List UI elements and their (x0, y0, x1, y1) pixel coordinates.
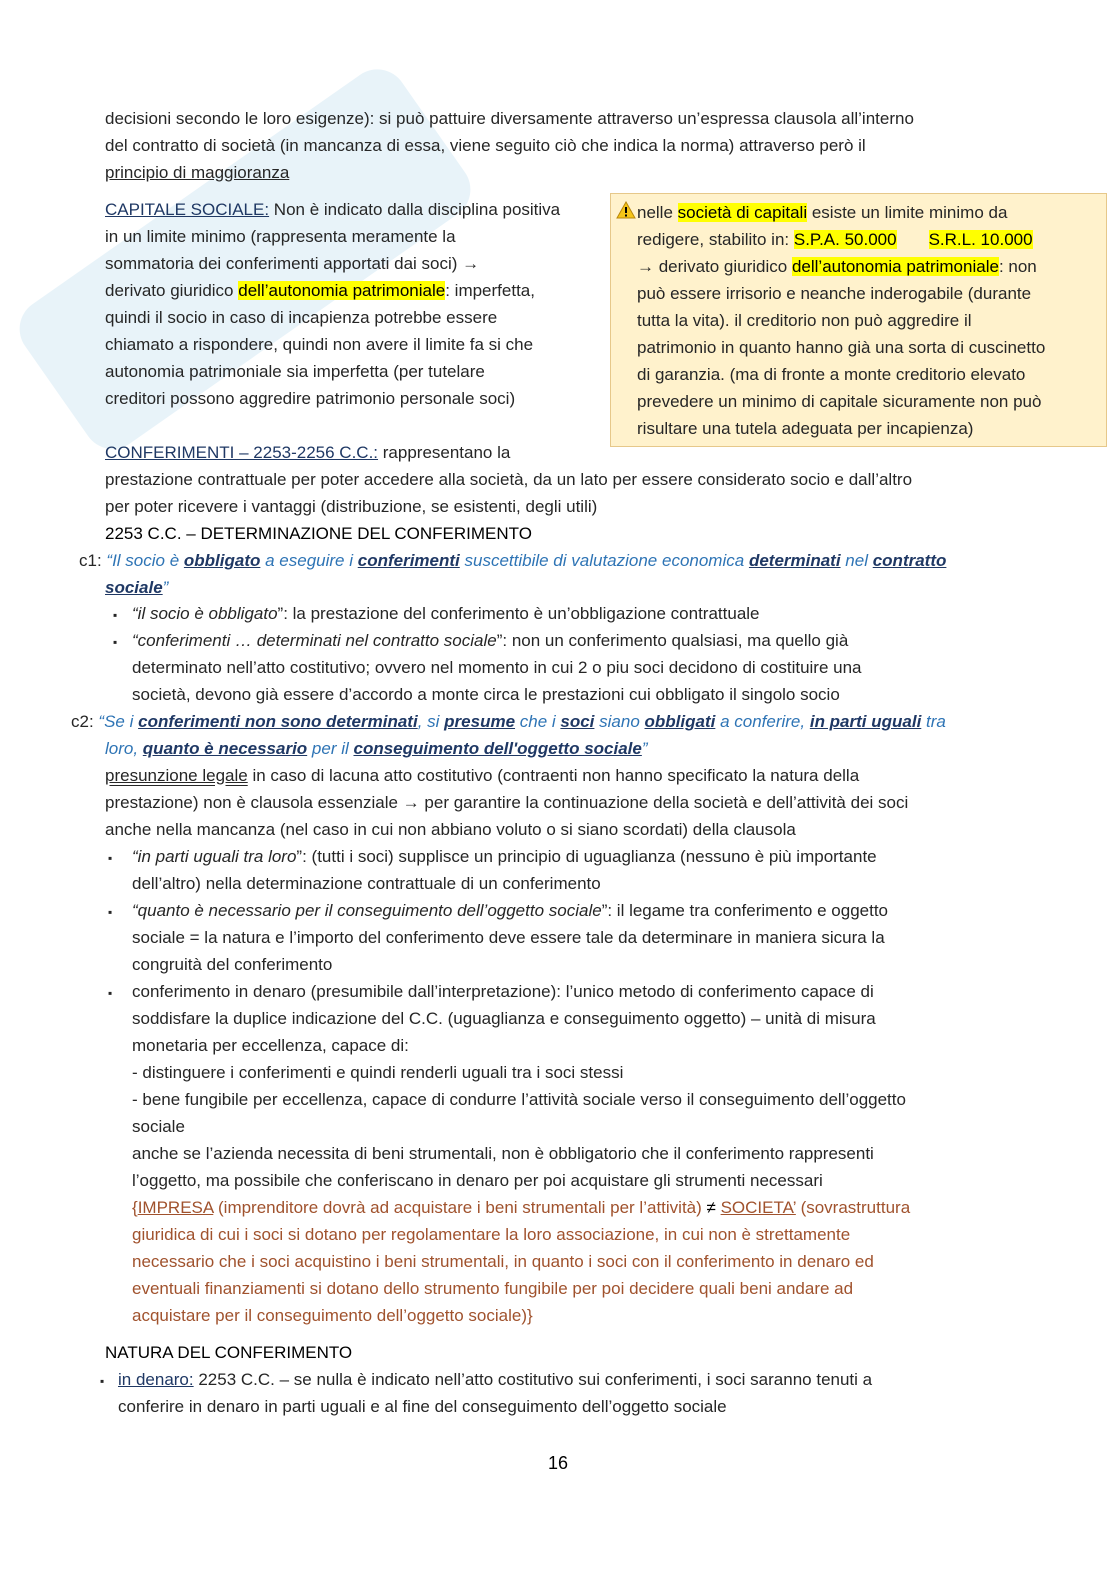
remark-line: acquistare per il conseguimento dell’oggetto sociale)} (132, 1306, 533, 1325)
c1-quote: sociale” (105, 578, 169, 597)
c1-quote: c1: “Il socio è obbligato a eseguire i conferimenti suscettibile di valutazione economica determinati nel contratto (79, 551, 947, 570)
c2-quote: c2: “Se i conferimenti non sono determinati, si presume che i soci siano obbligati a conferire, in parti uguali tra (71, 712, 946, 731)
note-line: → derivato giuridico dell’autonomia patrimoniale: non (637, 257, 1037, 276)
bullet-line: società, devono già essere d’accordo a monte circa le prestazioni cui obbligato il singolo socio (132, 685, 840, 704)
bullet-line: - bene fungibile per eccellenza, capace di condurre l’attività sociale verso il conseguimento dell’oggetto (132, 1090, 906, 1109)
bullet-icon: ▪ (113, 635, 118, 649)
bullet-icon: ▪ (108, 986, 113, 1000)
c2-paragraph: presunzione legale in caso di lacuna atto costitutivo (contraenti non hanno specificato la natura della (105, 766, 860, 785)
conferimenti-title: CONFERIMENTI – 2253-2256 C.C.: (105, 443, 379, 462)
note-line: risultare una tutela adeguata per incapienza) (637, 419, 974, 438)
remark-line: giuridica di cui i soci si dotano per regolamentare la loro associazione, in cui non è strettamente (132, 1225, 851, 1244)
intro-line: principio di maggioranza (105, 163, 290, 182)
bullet-line: “conferimenti … determinati nel contratto sociale”: non un conferimento qualsiasi, ma quello già (132, 631, 849, 650)
conferimenti-line: prestazione contrattuale per poter accedere alla società, da un lato per essere considerato socio e dall’altro (105, 470, 913, 489)
bullet-icon: ▪ (100, 1374, 105, 1388)
capitale-line: chiamato a rispondere, quindi non avere il limite fa si che (105, 335, 534, 354)
capitale-line: autonomia patrimoniale sia imperfetta (per tutelare (105, 362, 485, 381)
bullet-icon: ▪ (108, 851, 113, 865)
section-heading: 2253 C.C. – DETERMINAZIONE DEL CONFERIMENTO (105, 524, 532, 543)
bullet-line: - distinguere i conferimenti e quindi renderli uguali tra i soci stessi (132, 1063, 624, 1082)
note-line: prevedere un minimo di capitale sicuramente non può (637, 392, 1042, 411)
bullet-line: “in parti uguali tra loro”: (tutti i soci) supplisce un principio di uguaglianza (nessuno è più importante (132, 847, 877, 866)
remark-line: eventuali finanziamenti si dotano dello strumento fungibile per poi decidere quali beni andare ad (132, 1279, 854, 1298)
c2-paragraph: prestazione) non è clausola essenziale → per garantire la continuazione della società e dell’attività dei soci (105, 793, 909, 812)
bullet-icon: ▪ (108, 905, 113, 919)
bullet-line: l’oggetto, ma possibile che conferiscano in denaro per poi acquistare gli strumenti necessari (132, 1171, 823, 1190)
section-heading: NATURA DEL CONFERIMENTO (105, 1343, 353, 1362)
conferimenti-line: per poter ricevere i vantaggi (distribuzione, se esistenti, degli utili) (105, 497, 598, 516)
capitale-line: creditori possono aggredire patrimonio personale soci) (105, 389, 516, 408)
capitale-line: sommatoria dei conferimenti apportati dai soci) → (105, 254, 480, 273)
bullet-line: sociale (132, 1117, 185, 1136)
c2-quote: loro, quanto è necessario per il conseguimento dell'oggetto sociale” (105, 739, 648, 758)
bullet-line: “quanto è necessario per il conseguimento dell’oggetto sociale”: il legame tra conferimento e oggetto (132, 901, 889, 920)
note-line: nelle società di capitali esiste un limite minimo da (637, 203, 1008, 222)
bullet-line: determinato nell’atto costitutivo; ovvero nel momento in cui 2 o piu soci decidono di costituire una (132, 658, 862, 677)
remark-line: necessario che i soci acquistino i beni strumentali, in quanto i soci con il conferimento in denaro ed (132, 1252, 874, 1271)
capitale-title: CAPITALE SOCIALE: (105, 200, 270, 219)
bullet-line: anche se l’azienda necessita di beni strumentali, non è obbligatorio che il conferimento rappresenti (132, 1144, 874, 1163)
note-line: redigere, stabilito in: S.P.A. 50.000 S.R.L. 10.000 (637, 230, 1033, 249)
capitale-line: in un limite minimo (rappresenta meramente la (105, 227, 456, 246)
bullet-line: congruità del conferimento (132, 955, 333, 974)
bullet-line: conferire in denaro in parti uguali e al fine del conseguimento dell’oggetto sociale (118, 1397, 727, 1416)
bullet-line: “il socio è obbligato”: la prestazione del conferimento è un’obbligazione contrattuale (132, 604, 760, 623)
page-number: 16 (547, 1453, 569, 1473)
c2-paragraph: anche nella mancanza (nel caso in cui non abbiano voluto o si siano scordati) della clausola (105, 820, 796, 839)
bullet-line: dell’altro) nella determinazione contrattuale di un conferimento (132, 874, 601, 893)
capitale-line: quindi il socio in caso di incapienza potrebbe essere (105, 308, 498, 327)
bullet-line: monetaria per eccellenza, capace di: (132, 1036, 409, 1055)
note-line: patrimonio in quanto hanno già una sorta di cuscinetto (637, 338, 1046, 357)
bullet-icon: ▪ (113, 608, 118, 622)
capitale-line: CAPITALE SOCIALE: Non è indicato dalla disciplina positiva (105, 200, 561, 219)
bullet-line: sociale = la natura e l’importo del conferimento deve essere tale da determinare in maniera sicura la (132, 928, 885, 947)
bullet-line: soddisfare la duplice indicazione del C.C. (uguaglianza e conseguimento oggetto) – unità di misura (132, 1009, 876, 1028)
note-line: tutta la vita). il creditorio non può aggredire il (637, 311, 972, 330)
bullet-line: in denaro: 2253 C.C. – se nulla è indicato nell’atto costitutivo sui conferimenti, i soci saranno tenuti a (118, 1370, 873, 1389)
bullet-line: conferimento in denaro (presumibile dall’interpretazione): l’unico metodo di conferimento capace di (132, 982, 874, 1001)
note-line: può essere irrisorio e neanche inderogabile (durante (637, 284, 1032, 303)
intro-line: del contratto di società (in mancanza di essa, viene seguito ciò che indica la norma) attraverso però il (105, 136, 866, 155)
intro-line: decisioni secondo le loro esigenze): si può pattuire diversamente attraverso un’espressa clausola all’interno (105, 109, 914, 128)
warning-icon (616, 201, 636, 219)
capitale-line: derivato giuridico dell’autonomia patrimoniale: imperfetta, (105, 281, 535, 300)
note-line: di garanzia. (ma di fronte a monte creditorio elevato (637, 365, 1026, 384)
remark-line: {IMPRESA (imprenditore dovrà ad acquistare i beni strumentali per l’attività) ≠ SOCIETA’ (sovrastruttura (132, 1198, 911, 1217)
conferimenti-line: CONFERIMENTI – 2253-2256 C.C.: rappresentano la (105, 443, 511, 462)
